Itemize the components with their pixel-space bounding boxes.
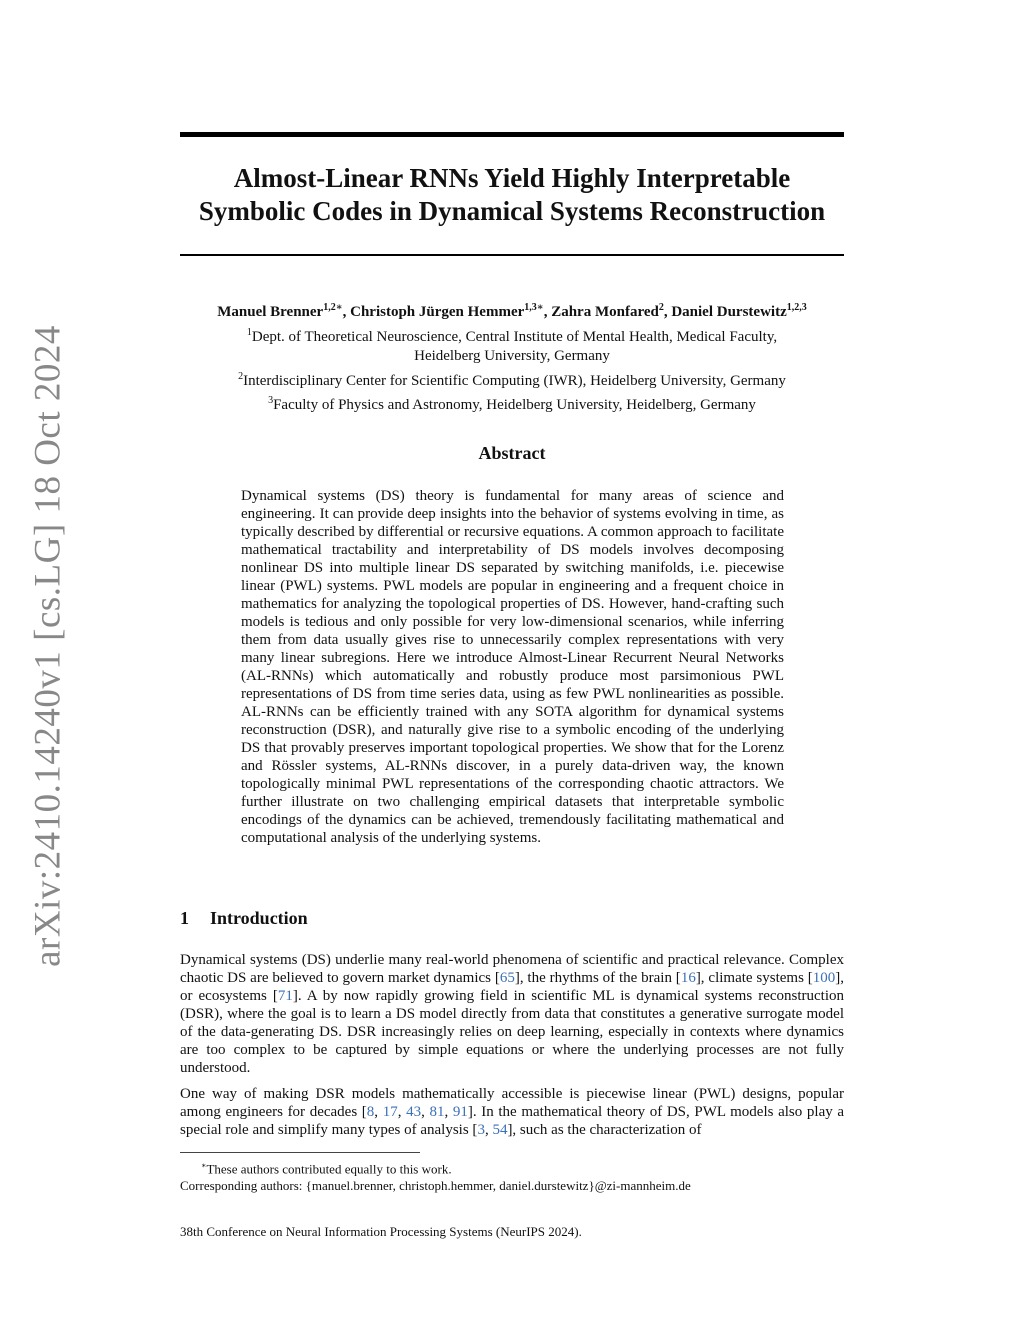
citation-link[interactable]: 54 <box>492 1122 508 1138</box>
citation-link[interactable]: 17 <box>382 1104 398 1120</box>
citation-link[interactable]: 100 <box>812 970 836 986</box>
title-line-2: Symbolic Codes in Dynamical Systems Reconstruction <box>198 196 826 226</box>
affiliation-3: $^3$Faculty of Physics and Astronomy, Heidelberg University, Heidelberg, Germany <box>268 395 756 413</box>
author-durstewitz: , Daniel Durstewitz <box>663 304 787 320</box>
citation-link[interactable]: 43 <box>406 1104 422 1120</box>
citation-link[interactable]: 91 <box>452 1104 468 1120</box>
citation-link[interactable]: 3 <box>477 1122 485 1138</box>
affiliation-2: $^2$Interdisciplinary Center for Scientific Computing (IWR), Heidelberg University, Germany <box>238 370 786 389</box>
citation-link[interactable]: 65 <box>499 970 515 986</box>
abstract-heading: Abstract <box>478 443 546 463</box>
citation-link[interactable]: 8 <box>366 1104 375 1120</box>
author-monfared: , Zahra Monfared <box>543 304 659 320</box>
introduction-body <box>180 951 844 1147</box>
intro-paragraph-2: One way of making DSR models mathematically accessible is piecewise linear (PWL) designs, popular among engineers for decades [8, 17, 43, 81, 91]. In the mathematical theory of DS, PWL models also play a special role and simplify many types of analysis [3, 54], such as the characterization of <box>180 1086 845 1138</box>
footnote-corresponding-authors: Corresponding authors: {manuel.brenner, christoph.hemmer, daniel.durstewitz}@zi-mannheim.de <box>180 1178 691 1194</box>
author-block <box>180 298 844 416</box>
affiliation-1: $^1$Dept. of Theoretical Neuroscience, Central Institute of Mental Health, Medical Faculty, <box>246 326 778 345</box>
author-monfared-affil: 2 <box>658 302 664 313</box>
citation-link[interactable]: 81 <box>429 1104 445 1120</box>
citation-link[interactable]: 71 <box>277 988 293 1004</box>
footnotes <box>180 1157 844 1194</box>
abstract-text: Dynamical systems (DS) theory is fundamental for many areas of science and engineering. It can provide deep insights into the behavior of systems evolving in time, as typically described by differential or recursive equations. A common approach to facilitate mathematical tractability and interpretability of DS models involves decomposing nonlinear DS into multiple linear DS separated by switching manifolds, i.e. piecewise linear (PWL) systems. PWL models are popular in engineering and a frequent choice in mathematics for analyzing the topological properties of DS. However, hand-crafting such models is tedious and only possible for very low-dimensional scenarios, while inferring them from data usually gives rise to unnecessarily complex representations with very many linear subregions. Here we introduce Almost-Linear Recurrent Neural Networks (AL-RNNs) which automatically and robustly produce most parsimonious PWL representations of DS from time series data, using as few PWL nonlinearities as possible. AL-RNNs can be efficiently trained with any SOTA algorithm for dynamical systems reconstruction (DSR), and naturally give rise to a symbolic encoding of the underlying DS that provably preserves important topological properties. We show that for the Lorenz and Rössler systems, AL-RNNs discover, in a purely data-driven way, the known topologically minimal PWL representations of the corresponding chaotic attractors. We further illustrate on two challenging empirical datasets that interpretable symbolic encodings of the dynamics can be achieved, tremendously facilitating mathematical and computational analysis of the underlying systems. <box>241 488 784 846</box>
paper-title <box>180 162 844 228</box>
author-durstewitz-affil: 1,2,3 <box>786 302 807 313</box>
title-line-1: Almost-Linear RNNs Yield Highly Interpretable <box>233 163 791 193</box>
author-hemmer: , Christoph Jürgen Hemmer <box>342 304 525 320</box>
section-title: Introduction <box>210 908 308 928</box>
citation-link[interactable]: 16 <box>680 970 696 986</box>
section-number: 1 <box>180 908 189 928</box>
title-top-rule <box>180 132 844 137</box>
intro-paragraph-1: Dynamical systems (DS) underlie many real-world phenomena of scientific and practical relevance. Complex chaotic DS are believed to govern market dynamics [65], the rhythms of the brain [16], climate systems [100], or ecosystems [71]. A by now rapidly growing field in scientific ML is dynamical systems reconstruction (DSR), where the goal is to learn a DS model directly from data that constitutes a generative surrogate model of the data-generating DS. DSR increasingly relies on deep learning, especially in contexts where dynamics are too complex to be captured by simple equations or where the underlying processes are not fully understood. <box>180 952 844 1076</box>
affiliation-1-cont: Heidelberg University, Germany <box>414 348 610 364</box>
author-brenner: Manuel Brenner <box>217 304 324 320</box>
title-bottom-rule <box>180 254 844 256</box>
arxiv-identifier: arXiv:2410.14240v1 [cs.LG] 18 Oct 2024 <box>27 325 69 967</box>
footnote-equal-contribution: ∗These authors contributed equally to this work. <box>201 1161 452 1177</box>
footnote-rule <box>180 1152 420 1153</box>
conference-note: 38th Conference on Neural Information Processing Systems (NeurIPS 2024). <box>180 1224 582 1239</box>
author-brenner-affil: 1,2∗ <box>323 302 343 313</box>
section-heading-introduction <box>180 908 844 929</box>
author-hemmer-affil: 1,3∗ <box>524 302 544 313</box>
author-names <box>180 298 844 323</box>
